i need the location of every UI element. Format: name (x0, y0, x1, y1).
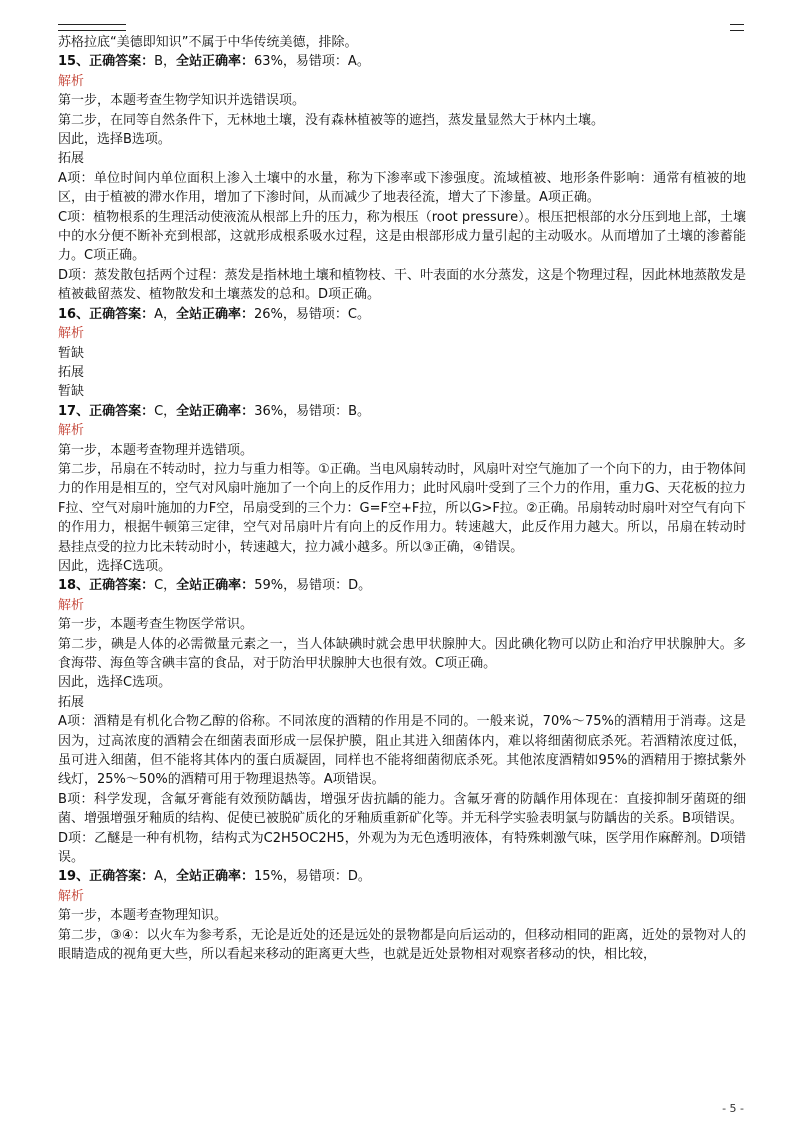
analysis-paragraph: 第一步，本题考查生物医学常识。 (58, 617, 254, 633)
accuracy-value: 59%，易错项：D。 (254, 578, 372, 594)
analysis-paragraph: 第二步，吊扇在不转动时，拉力与重力相等。①正确。当电风扇转动时，风扇叶对空气施加了一个向下的力，由于物体间力的作用是相互的，空气对风扇叶施加了一个向上的反作用力；此时风扇叶受到了三个力的作用，重力G、天花板的拉力F拉、空气对扇叶施加的力F空，吊扇受到的三个力：G=F空+F拉，所以G>F拉。②正确。吊扇转动时扇叶对空气有向下的作用力，根据牛顿第三定律，空气对吊扇叶片有向上的反作用力。转速越大，此反作用力越大。所以，吊扇在转动时悬挂点受的拉力比未转动时小，转速越大，拉力减小越多。所以③正确，④错误。 (58, 461, 746, 555)
answer-letter: C， (154, 403, 177, 419)
answer-label: 15、正确答案： (58, 54, 155, 70)
extension-paragraph: A项：酒精是有机化合物乙醇的俗称。不同浓度的酒精的作用是不同的。一般来说，70%～75%的酒精用于消毒。这是因为，过高浓度的酒精会在细菌表面形成一层保护膜，阻止其进入细菌体内，难以将细菌彻底杀死。若酒精浓度过低，虽可进入细菌，但不能将其体内的蛋白质凝固，同样也不能将细菌彻底杀死。其他浓度酒精如95%的酒精用于擦拭紫外线灯，25%～50%的酒精可用于物理退热等。A项错误。 (58, 714, 746, 788)
extension-paragraph: 暂缺 (58, 384, 85, 400)
answer-label: 16、正确答案： (58, 306, 155, 322)
extension-paragraph: C项：植物根系的生理活动使液流从根部上升的压力，称为根压（root pressure）。根压把根部的水分压到地上部，土壤中的水分便不断补充到根部，这就形成根系吸水过程，这是由根部形成力量引起的主动吸水。从而增加了土壤的渗蓄能力。C项正确。 (58, 209, 746, 264)
analysis-paragraph: 因此，选择C选项。 (58, 675, 172, 691)
accuracy-value: 26%，易错项：C。 (254, 306, 370, 322)
analysis-paragraph: 因此，选择C选项。 (58, 558, 172, 574)
analysis-paragraph: 第一步，本题考查物理知识。 (58, 908, 228, 924)
extension-paragraph: B项：科学发现，含氟牙膏能有效预防龋齿，增强牙齿抗龋的能力。含氟牙膏的防龋作用体现在：直接抑制牙菌斑的细菌、增强增强牙釉质的结构、促使已被脱矿质化的牙釉质重新矿化等。并无科学实验表明氯与防龋齿的关系。B项错误。 (58, 791, 746, 827)
accuracy-label: 全站正确率： (176, 403, 255, 419)
answer-line (58, 576, 746, 595)
accuracy-value: 36%，易错项：B。 (254, 403, 371, 419)
analysis-paragraph: 暂缺 (58, 345, 85, 361)
extension-heading: 拓展 (58, 694, 85, 710)
question-list (58, 52, 746, 964)
question-block (58, 52, 746, 304)
analysis-heading: 解析 (58, 423, 85, 439)
question-block (58, 305, 746, 402)
accuracy-label: 全站正确率： (176, 306, 255, 322)
analysis-heading: 解析 (58, 326, 85, 342)
extension-paragraph: D项：蒸发散包括两个过程：蒸发是指林地土壤和植物枝、干、叶表面的水分蒸发，这是个物理过程，因此林地蒸散发是植被截留蒸发、植物散发和土壤蒸发的总和。D项正确。 (58, 267, 746, 303)
accuracy-value: 63%，易错项：A。 (254, 54, 370, 70)
extension-paragraph: D项：乙醚是一种有机物，结构式为C2H5OC2H5，外观为为无色透明液体，有特殊刺激气味，医学用作麻醉剂。D项错误。 (58, 830, 746, 866)
analysis-paragraph: 第二步，③④：以火车为参考系，无论是近处的还是远处的景物都是向后运动的，但移动相同的距离，近处的景物对人的眼睛造成的视角更大些，所以看起来移动的距离更大些，也就是近处景物相对观察者移动的快，相比较， (58, 927, 746, 963)
extension-heading: 拓展 (58, 151, 85, 167)
extension-paragraph: A项：单位时间内单位面积上渗入土壤中的水量，称为下渗率或下渗强度。流域植被、地形条件影响：通常有植被的地区，由于植被的滞水作用，增加了下渗时间，从而减少了地表径流，增大了下渗量。A项正确。 (58, 170, 746, 206)
header-rule-left (58, 24, 126, 31)
answer-letter: A， (154, 869, 176, 885)
analysis-paragraph: 第二步，碘是人体的必需微量元素之一，当人体缺碘时就会患甲状腺肿大。因此碘化物可以防止和治疗甲状腺肿大。多食海带、海鱼等含碘丰富的食品，对于防治甲状腺肿大也很有效。C项正确。 (58, 636, 746, 671)
analysis-paragraph: 第二步，在同等自然条件下，无林地土壤，没有森林植被等的遮挡，蒸发量显然大于林内土壤。 (58, 112, 605, 128)
accuracy-label: 全站正确率： (176, 54, 255, 70)
accuracy-value: 15%，易错项：D。 (254, 869, 371, 885)
answer-label: 17、正确答案： (58, 403, 155, 419)
question-block (58, 402, 746, 577)
question-block (58, 867, 746, 964)
answer-letter: B， (154, 54, 177, 70)
answer-line (58, 305, 746, 324)
answer-line (58, 867, 746, 886)
answer-line (58, 402, 746, 421)
document-body (58, 33, 746, 965)
extension-heading: 拓展 (58, 364, 85, 380)
analysis-heading: 解析 (58, 73, 85, 89)
page-number: - 5 - (722, 1102, 744, 1115)
analysis-heading: 解析 (58, 597, 85, 613)
answer-label: 18、正确答案： (58, 578, 155, 594)
answer-label: 19、正确答案： (58, 869, 155, 885)
header-rule-right (730, 24, 744, 31)
analysis-heading: 解析 (58, 888, 85, 904)
answer-letter: C， (154, 578, 177, 594)
analysis-paragraph: 因此，选择B选项。 (58, 132, 171, 148)
intro-line: 苏格拉底“美德即知识”不属于中华传统美德，排除。 (58, 35, 358, 50)
accuracy-label: 全站正确率： (176, 578, 255, 594)
answer-line (58, 52, 746, 71)
question-block (58, 576, 746, 867)
accuracy-label: 全站正确率： (176, 869, 255, 885)
answer-letter: A， (154, 306, 176, 322)
analysis-paragraph: 第一步，本题考查生物学知识并选错误项。 (58, 93, 306, 109)
analysis-paragraph: 第一步，本题考查物理并选错项。 (58, 442, 254, 458)
